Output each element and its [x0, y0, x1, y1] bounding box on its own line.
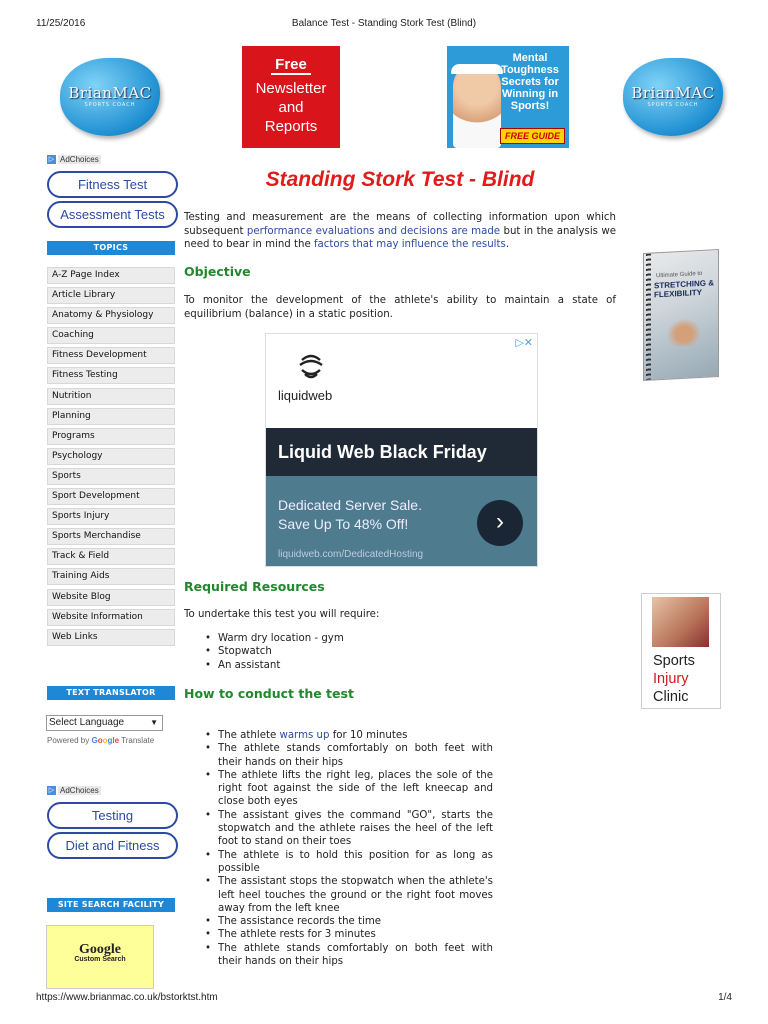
print-page-number: 1/4: [718, 992, 732, 1003]
fitness-test-button[interactable]: Fitness Test: [47, 171, 178, 198]
powered-prefix: Powered by: [47, 736, 90, 745]
step-text: The athlete: [218, 730, 280, 741]
list-item: • The athlete stands comfortably on both feet with their hands on their hips: [205, 742, 493, 769]
site-search-header: SITE SEARCH FACILITY: [47, 898, 175, 912]
liquidweb-url[interactable]: liquidweb.com/DedicatedHosting: [278, 549, 424, 560]
adchoices-label: AdChoices: [60, 155, 99, 164]
sidebar-item-planning[interactable]: Planning: [47, 408, 175, 425]
sidebar-item-nutrition[interactable]: Nutrition: [47, 388, 175, 405]
list-item: • The athlete stands comfortably on both feet with their hands on their hips: [205, 942, 493, 969]
newsletter-line2: and: [278, 99, 304, 116]
sidebar-item-track-field[interactable]: Track & Field: [47, 548, 175, 565]
list-item: • The assistant gives the command "GO", starts the stopwatch and the athlete raises the heel of the left foot to stand on their toes: [205, 809, 493, 849]
ad-close-icon[interactable]: ▷✕: [515, 337, 533, 349]
adchoices-badge-2[interactable]: [47, 786, 101, 795]
liquidweb-brand: liquidweb: [278, 388, 333, 403]
google-wordmark[interactable]: Google: [91, 736, 120, 745]
newsletter-line3: Reports: [264, 118, 318, 135]
powered-suffix[interactable]: Translate: [121, 736, 155, 745]
liquidweb-headline: Liquid Web Black Friday: [266, 428, 537, 476]
list-item: • The athlete is to hold this position for as long as possible: [205, 849, 493, 876]
sidebar-item-training-aids[interactable]: Training Aids: [47, 568, 175, 585]
list-item: • The athlete lifts the right leg, places the sole of the right foot against the side of the left kneecap and close both eyes: [205, 769, 493, 809]
step-text: for 10 minutes: [329, 730, 408, 741]
clinic-word-2: Injury: [653, 671, 689, 687]
print-title: Balance Test - Standing Stork Test (Blind): [291, 18, 477, 29]
spiral-binding: [646, 254, 651, 380]
newsletter-free: Free: [271, 56, 311, 75]
clinic-word-3: Clinic: [653, 689, 689, 705]
mental-ad-text: Mental Toughness Secrets for Winning in Sports!: [501, 52, 559, 112]
list-item: • Stopwatch: [205, 645, 493, 658]
chevron-down-icon: ▼: [150, 718, 158, 727]
book-title: STRETCHING & FLEXIBILITY: [654, 278, 714, 300]
logo-name: BrianMAC: [631, 84, 715, 102]
resources-intro: To undertake this test you will require:: [184, 609, 380, 620]
liquidweb-logo-icon: [296, 350, 326, 380]
language-select[interactable]: [46, 715, 163, 731]
print-footer: [36, 992, 732, 1006]
free-guide-button[interactable]: FREE GUIDE: [500, 128, 565, 144]
custom-search-label: Custom Search: [74, 956, 126, 963]
adchoices-label: AdChoices: [60, 786, 99, 795]
list-item: • The assistant stops the stopwatch when the athlete's left heel touches the ground or the right foot moves away from the left knee: [205, 875, 493, 915]
book-figure: [664, 315, 704, 347]
intro-text: Testing and measurement are the means of collecting information upon which subsequent: [184, 212, 616, 237]
list-item: • The athlete rests for 3 minutes: [205, 928, 493, 941]
factors-link[interactable]: factors that may influence the results: [313, 239, 506, 250]
text-translator-header: TEXT TRANSLATOR: [47, 686, 175, 700]
ad-photo: [453, 64, 501, 148]
google-search-logo: Google: [79, 942, 121, 957]
performance-evaluations-link[interactable]: performance evaluations and decisions are made: [246, 225, 501, 237]
sidebar-item-website-information[interactable]: Website Information: [47, 609, 175, 626]
intro-text-end: .: [505, 239, 510, 250]
liquidweb-line2: Save Up To 48% Off!: [278, 516, 409, 532]
intro-paragraph: [184, 211, 616, 252]
list-item: • The assistance records the time: [205, 915, 493, 928]
sidebar-item-sports-injury[interactable]: Sports Injury: [47, 508, 175, 525]
logo-sub: SPORTS COACH: [647, 102, 699, 108]
newsletter-line1: Newsletter: [255, 80, 327, 97]
warms-up-link[interactable]: warms up: [279, 730, 330, 741]
print-header: [36, 18, 732, 32]
sidebar-item-fitness-development[interactable]: Fitness Development: [47, 347, 175, 364]
adchoices-badge[interactable]: [47, 155, 101, 164]
liquidweb-ad[interactable]: [265, 333, 538, 567]
assessment-tests-button[interactable]: Assessment Tests: [47, 201, 178, 228]
how-to-conduct-heading: How to conduct the test: [184, 686, 354, 701]
chevron-right-icon[interactable]: ›: [477, 500, 523, 546]
list-item: • An assistant: [205, 659, 493, 672]
sidebar-item-article-library[interactable]: Article Library: [47, 287, 175, 304]
newsletter-ad[interactable]: [242, 46, 340, 148]
topics-header: TOPICS: [47, 241, 175, 255]
logo-name: BrianMAC: [68, 84, 152, 102]
brianmac-logo-left[interactable]: [54, 54, 166, 138]
list-item: [205, 729, 493, 742]
sports-injury-clinic-ad[interactable]: [641, 593, 721, 709]
sidebar-item-coaching[interactable]: Coaching: [47, 327, 175, 344]
liquidweb-line1: Dedicated Server Sale.: [278, 497, 422, 513]
book-subtitle: Ultimate Guide to: [656, 270, 703, 280]
sidebar-item-sport-development[interactable]: Sport Development: [47, 488, 175, 505]
mental-toughness-ad[interactable]: [447, 46, 569, 148]
sidebar-item-a-z-page-index[interactable]: A-Z Page Index: [47, 267, 175, 284]
powered-by-google: [47, 736, 154, 745]
sidebar-item-fitness-testing[interactable]: Fitness Testing: [47, 367, 175, 384]
topics-list: [47, 267, 175, 649]
list-item: • Warm dry location - gym: [205, 632, 493, 645]
adchoices-icon: ▷: [48, 156, 55, 163]
language-select-value: Select Language: [49, 717, 125, 728]
objective-heading: Objective: [184, 264, 251, 279]
sidebar-item-anatomy-physiology[interactable]: Anatomy & Physiology: [47, 307, 175, 324]
diet-and-fitness-button[interactable]: Diet and Fitness: [47, 832, 178, 859]
clinic-photo: [652, 597, 709, 647]
steps-list: [205, 729, 493, 968]
stretching-book-ad[interactable]: [643, 249, 719, 381]
resources-list: [205, 632, 493, 672]
objective-text: To monitor the development of the athlete's ability to maintain a state of equilibrium (balance) in a static position.: [184, 295, 616, 320]
sidebar-item-psychology[interactable]: Psychology: [47, 448, 175, 465]
google-custom-search[interactable]: [46, 925, 154, 989]
sidebar-item-web-links[interactable]: Web Links: [47, 629, 175, 646]
print-date: 11/25/2016: [36, 18, 86, 29]
intro-text-mid: but in the analysis we need to bear in mind the: [184, 225, 617, 250]
sidebar-item-website-blog[interactable]: Website Blog: [47, 589, 175, 606]
print-url: https://www.brianmac.co.uk/bstorktst.htm: [36, 992, 218, 1003]
clinic-word-1: Sports: [653, 653, 695, 669]
logo-sub: SPORTS COACH: [84, 102, 136, 108]
page-title: Standing Stork Test - Blind: [265, 168, 535, 191]
required-resources-heading: Required Resources: [184, 579, 325, 594]
sidebar-item-sports-merchandise[interactable]: Sports Merchandise: [47, 528, 175, 545]
adchoices-icon: ▷: [48, 787, 55, 794]
sidebar-item-sports[interactable]: Sports: [47, 468, 175, 485]
testing-button[interactable]: Testing: [47, 802, 178, 829]
brianmac-logo-right[interactable]: [617, 54, 729, 138]
sidebar-item-programs[interactable]: Programs: [47, 428, 175, 445]
